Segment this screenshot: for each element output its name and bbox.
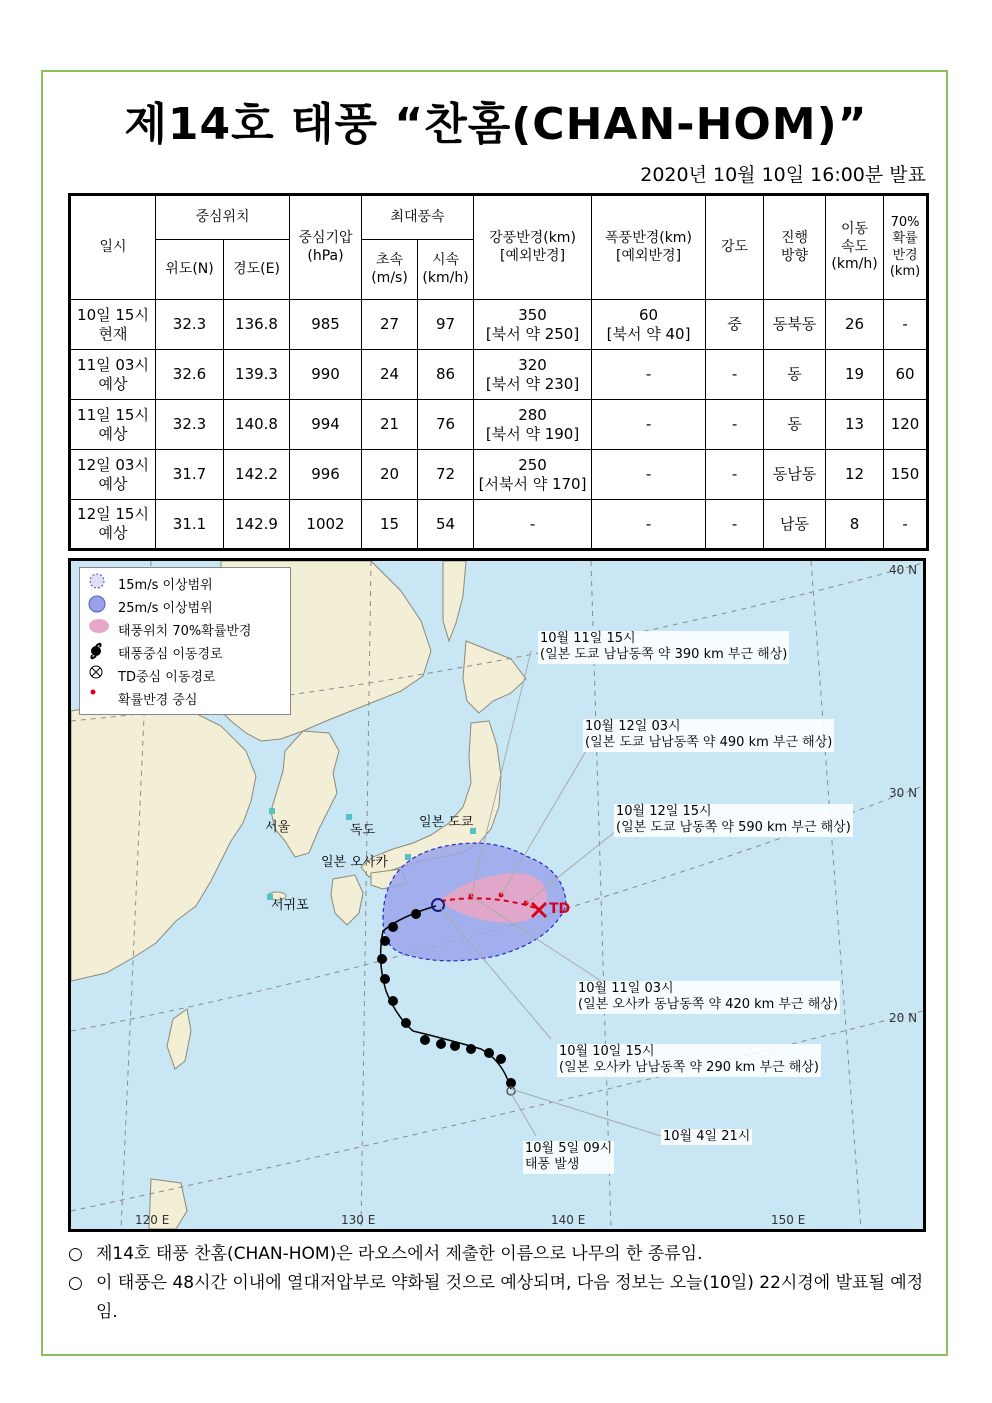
header-lon: 경도(E) xyxy=(224,240,290,300)
header-wind-ms: 초속 (m/s) xyxy=(362,240,418,300)
cell-prob-radius: 150 xyxy=(884,450,928,500)
header-wind-kmh: 시속 (km/h) xyxy=(418,240,474,300)
lon-label: 120 E xyxy=(135,1213,170,1227)
lon-label: 130 E xyxy=(341,1213,376,1227)
cell-lat: 32.3 xyxy=(156,400,224,450)
cell-intensity: 중 xyxy=(706,300,764,350)
cell-time: 11일 15시 예상 xyxy=(70,400,156,450)
notes-section xyxy=(68,1240,928,1327)
cell-pressure: 994 xyxy=(290,400,362,450)
cell-direction: 남동 xyxy=(764,500,826,550)
annotation-6: 10월 4일 21시 xyxy=(663,1129,751,1144)
cell-lat: 32.3 xyxy=(156,300,224,350)
legend-item: 25m/s 이상범위 xyxy=(88,595,213,617)
city-label-seoul: 서울 xyxy=(265,820,291,835)
header-direction: 진행 방향 xyxy=(764,195,826,300)
cell-lon: 139.3 xyxy=(224,350,290,400)
header-storm-radius: 폭풍반경(km) [예외반경] xyxy=(592,195,706,300)
note-text: 제14호 태풍 찬홈(CHAN-HOM)은 라오스에서 제출한 이름으로 나무의 한 종류임. xyxy=(96,1244,703,1264)
table-row xyxy=(70,300,928,350)
annotation-5: 10월 10일 15시 (일본 오사카 남남동쪽 약 290 km 부근 해상) xyxy=(559,1044,819,1076)
cell-lat: 32.6 xyxy=(156,350,224,400)
cell-strong-radius: 280 [북서 약 190] xyxy=(474,400,592,450)
cell-strong-radius: 250 [서북서 약 170] xyxy=(474,450,592,500)
cell-direction: 동북동 xyxy=(764,300,826,350)
cell-storm-radius: - xyxy=(592,500,706,550)
cell-lon: 142.2 xyxy=(224,450,290,500)
map-legend xyxy=(79,567,291,715)
cell-strong-radius: 320 [북서 약 230] xyxy=(474,350,592,400)
cell-intensity: - xyxy=(706,450,764,500)
cell-speed: 13 xyxy=(826,400,884,450)
legend-item: 15m/s 이상범위 xyxy=(88,572,213,594)
cell-wind-ms: 21 xyxy=(362,400,418,450)
legend-item: 확률반경 중심 xyxy=(88,687,197,709)
page-title: 제14호 태풍 “찬홈(CHAN-HOM)” xyxy=(124,99,868,150)
city-label-seogwipo: 서귀포 xyxy=(271,898,309,913)
header-time: 일시 xyxy=(70,195,156,300)
lat-label: 20 N xyxy=(889,1011,918,1025)
note-text: 이 태풍은 48시간 이내에 열대저압부로 약화될 것으로 예상되며, 다음 정보는 오늘(10일) 22시경에 발표될 예정임. xyxy=(96,1273,924,1322)
cell-pressure: 1002 xyxy=(290,500,362,550)
cell-direction: 동 xyxy=(764,350,826,400)
cell-intensity: - xyxy=(706,500,764,550)
city-label-tokyo: 일본 도쿄 xyxy=(419,815,474,830)
cell-lat: 31.7 xyxy=(156,450,224,500)
cell-strong-radius: - xyxy=(474,500,592,550)
annotation-3: 10월 12일 15시 (일본 도쿄 남동쪽 약 590 km 부근 해상) xyxy=(616,804,851,836)
typhoon-track-map xyxy=(68,558,926,1232)
cell-storm-radius: - xyxy=(592,450,706,500)
cell-prob-radius: 60 xyxy=(884,350,928,400)
circle-bullet-icon: ○ xyxy=(68,1244,83,1264)
cell-wind-ms: 24 xyxy=(362,350,418,400)
table-row xyxy=(70,400,928,450)
cell-speed: 19 xyxy=(826,350,884,400)
cell-wind-ms: 15 xyxy=(362,500,418,550)
cell-wind-kmh: 86 xyxy=(418,350,474,400)
cell-time: 10일 15시 현재 xyxy=(70,300,156,350)
td-label: TD xyxy=(549,901,571,917)
cell-time: 12일 15시 예상 xyxy=(70,500,156,550)
cell-intensity: - xyxy=(706,350,764,400)
lat-label: 40 N xyxy=(889,563,918,577)
cell-prob-radius: - xyxy=(884,300,928,350)
cell-wind-kmh: 76 xyxy=(418,400,474,450)
cell-time: 11일 03시 예상 xyxy=(70,350,156,400)
cell-wind-ms: 27 xyxy=(362,300,418,350)
cell-lon: 136.8 xyxy=(224,300,290,350)
cell-speed: 12 xyxy=(826,450,884,500)
cell-lon: 140.8 xyxy=(224,400,290,450)
cell-pressure: 985 xyxy=(290,300,362,350)
cell-storm-radius: - xyxy=(592,350,706,400)
legend-item: 태풍위치 70%확률반경 xyxy=(88,618,252,640)
cell-lon: 142.9 xyxy=(224,500,290,550)
header-prob-radius: 70% 확률 반경 (km) xyxy=(884,195,928,300)
legend-item: 태풍중심 이동경로 xyxy=(88,641,223,663)
header-speed: 이동 속도 (km/h) xyxy=(826,195,884,300)
note-item xyxy=(68,1269,928,1327)
note-item xyxy=(68,1240,928,1269)
annotation-1: 10월 11일 15시 (일본 도쿄 남남동쪽 약 390 km 부근 해상) xyxy=(540,631,788,663)
cell-speed: 26 xyxy=(826,300,884,350)
cell-pressure: 996 xyxy=(290,450,362,500)
cell-lat: 31.1 xyxy=(156,500,224,550)
legend-item: TD중심 이동경로 xyxy=(88,664,215,686)
header-lat: 위도(N) xyxy=(156,240,224,300)
cell-prob-radius: - xyxy=(884,500,928,550)
annotation-7: 10월 5일 09시 태풍 발생 xyxy=(525,1141,613,1173)
cell-wind-kmh: 54 xyxy=(418,500,474,550)
cell-storm-radius: - xyxy=(592,400,706,450)
cell-wind-kmh: 97 xyxy=(418,300,474,350)
header-strong-radius: 강풍반경(km) [예외반경] xyxy=(474,195,592,300)
city-label-osaka: 일본 오사카 xyxy=(321,855,388,870)
circle-bullet-icon: ○ xyxy=(68,1273,83,1293)
annotation-2: 10월 12일 03시 (일본 도쿄 남남동쪽 약 490 km 부근 해상) xyxy=(585,719,833,751)
cell-wind-kmh: 72 xyxy=(418,450,474,500)
header-intensity: 강도 xyxy=(706,195,764,300)
header-center-position: 중심위치 xyxy=(156,195,290,240)
cell-direction: 동남동 xyxy=(764,450,826,500)
issued-timestamp: 2020년 10월 10일 16:00분 발표 xyxy=(640,164,926,186)
city-label-dokdo: 독도 xyxy=(350,823,376,838)
table-row xyxy=(70,350,928,400)
cell-prob-radius: 120 xyxy=(884,400,928,450)
cell-wind-ms: 20 xyxy=(362,450,418,500)
cell-time: 12일 03시 예상 xyxy=(70,450,156,500)
cell-direction: 동 xyxy=(764,400,826,450)
lon-label: 140 E xyxy=(551,1213,586,1227)
lat-label: 30 N xyxy=(889,786,918,800)
cell-strong-radius: 350 [북서 약 250] xyxy=(474,300,592,350)
lon-label: 150 E xyxy=(771,1213,806,1227)
cell-pressure: 990 xyxy=(290,350,362,400)
cell-storm-radius: 60 [북서 약 40] xyxy=(592,300,706,350)
cell-intensity: - xyxy=(706,400,764,450)
typhoon-info-table xyxy=(68,193,929,551)
table-row xyxy=(70,500,928,550)
header-max-wind: 최대풍속 xyxy=(362,195,474,240)
annotation-4: 10월 11일 03시 (일본 오사카 동남동쪽 약 420 km 부근 해상) xyxy=(578,981,838,1013)
header-pressure: 중심기압 (hPa) xyxy=(290,195,362,300)
table-row xyxy=(70,450,928,500)
cell-speed: 8 xyxy=(826,500,884,550)
